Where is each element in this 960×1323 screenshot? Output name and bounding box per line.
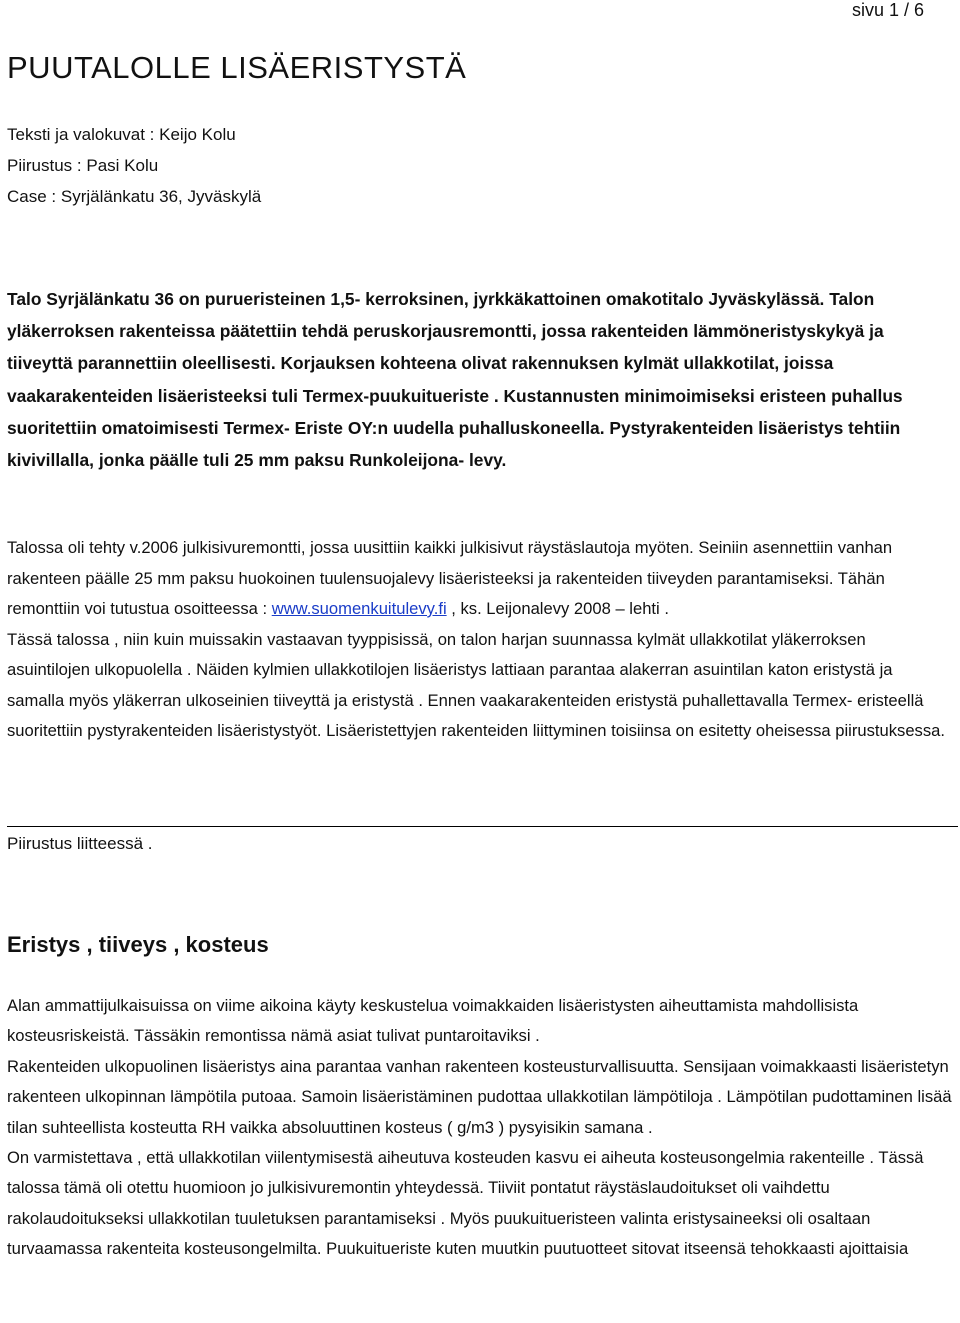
- section-divider: [7, 826, 958, 827]
- credits-text-photos: Teksti ja valokuvat : Keijo Kolu: [7, 125, 236, 144]
- section-heading: Eristys , tiiveys , kosteus: [7, 932, 269, 957]
- moisture-paragraph-3: On varmistettava , että ullakkotilan viilentymisestä aiheutuva kosteuden kasvu ei aiheuta kosteusongelmia rakenteille . Tässä talossa tämä oli otettu huomioon jo julkisivuremontin yhteydessä. Tiiviit pontatut räystäslaudoitukset oli vaihdettu rakolaudoitukseksi ullakkotilan tuuletuksen parantamiseksi . Myös puukuitueristeen valinta eristysaineeksi oli osaltaan turvaamassa rakenteita kosteusongelmilta. Puukuitueriste kuten muutkin puutuotteet sitovat itseensä tehokkaasti ajoittaisia: [7, 1148, 924, 1259]
- moisture-paragraph-1: Alan ammattijulkaisuissa on viime aikoina käyty keskustelua voimakkaiden lisäeristysten aiheuttamista mahdollisista kosteusriskeistä. Tässäkin remontissa nämä asiat tulivat puntaroitaviksi .: [7, 996, 859, 1046]
- renovation-paragraph: [7, 533, 953, 625]
- credits-case: Case : Syrjälänkatu 36, Jyväskylä: [7, 187, 262, 206]
- document-title: PUUTALOLLE LISÄERISTYSTÄ: [7, 50, 467, 85]
- renovation-text-before-link: Talossa oli tehty v.2006 julkisivuremontti, jossa uusittiin kaikki julkisivut räystäslautoja myöten. Seiniin asennettiin vanhan rakenteen päälle 25 mm paksu huokoinen tuulensuojalevy lisäeristeeksi ja rakenteiden tiiveyden parantamiseksi. Tähän remonttiin voi tutustua osoitteessa :: [7, 538, 893, 618]
- moisture-section-text: [7, 991, 953, 1265]
- credits-block: [7, 119, 261, 212]
- credits-drawing: Piirustus : Pasi Kolu: [7, 156, 159, 175]
- renovation-text: [7, 533, 953, 747]
- suomenkuitulevy-link[interactable]: www.suomenkuitulevy.fi: [271, 599, 447, 618]
- attic-paragraph: Tässä talossa , niin kuin muissakin vastaavan tyyppisissä, on talon harjan suunnassa kylmät ullakkotilat yläkerroksen asuintilojen ulkopuolella . Näiden kylmien ullakkotilojen lisäeristys lattiaan parantaa alakerran asuintilan katon eristystä ja samalla myös yläkerran ulkoseinien tiiveyttä ja eristystä . Ennen vaakarakenteiden eristystä puhallettavalla Termex- eristeellä suoritettiin pystyrakenteiden lisäeristystyöt. Lisäeristettyjen rakenteiden liittyminen toisiinsa on esitetty oheisessa piirustuksessa.: [7, 629, 945, 740]
- page-number: sivu 1 / 6: [851, 0, 924, 20]
- moisture-paragraph-2: Rakenteiden ulkopuolinen lisäeristys aina parantaa vanhan rakenteen kosteusturvallisuutta. Sensijaan voimakkaasti lisäeristetyn rakenteen ulkopinnan lämpötila putoaa. Samoin lisäeristäminen pudottaa ullakkotilan lämpötiloja . Lämpötilan pudottaminen lisää tilan suhteellista kosteutta RH vaikka absoluuttinen kosteus ( g/m3 ) pysyisikin samana .: [7, 1056, 952, 1137]
- renovation-text-after-link: , ks. Leijonalevy 2008 – lehti .: [446, 599, 669, 618]
- intro-paragraph: Talo Syrjälänkatu 36 on purueristeinen 1,5- kerroksinen, jyrkkäkattoinen omakotitalo Jyväskylässä. Talon yläkerroksen rakenteissa päätettiin tehdä peruskorjausremontti, jossa rakenteiden lämmöneristyskykyä ja tiiveyttä parannettiin oleellisesti. Korjauksen kohteena olivat rakennuksen kylmät ullakkotilat, joissa vaakarakenteiden lisäeristeeksi tuli Termex-puukuitueriste . Kustannusten minimoimiseksi eristeen puhallus suoritettiin omatoimisesti Termex- Eriste OY:n uudella puhalluskoneella. Pystyrakenteiden lisäeristys tehtiin kivivillalla, jonka päälle tuli 25 mm paksu Runkoleijona- levy.: [7, 289, 903, 471]
- attachment-note: Piirustus liitteessä .: [7, 834, 153, 853]
